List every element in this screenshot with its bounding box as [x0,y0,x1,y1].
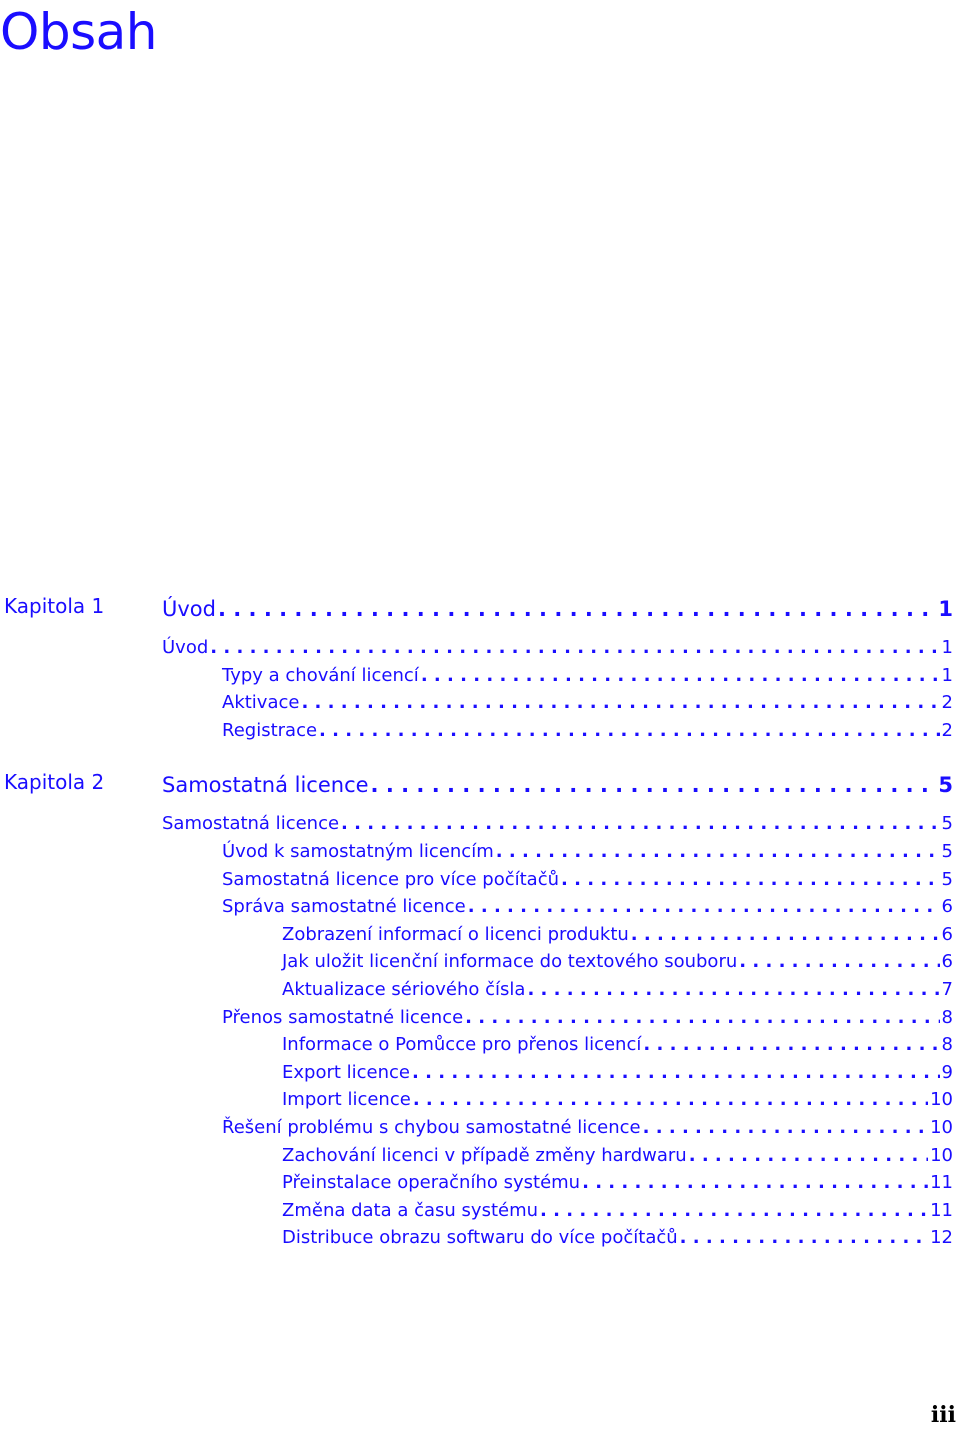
dot-leader [412,1059,940,1087]
toc-page-number: 10 [930,1089,953,1111]
toc-entry-title: Aktualizace sériového čísla [282,978,526,1000]
toc-page-number: 5 [941,868,953,890]
toc-page-number: 10 [930,1144,953,1166]
toc-entry[interactable] [222,689,953,717]
toc-page-number: 11 [930,1172,953,1194]
toc-page-number: 12 [930,1227,953,1249]
toc-entry-title: Řešení problému s chybou samostatné licence [222,1116,641,1138]
toc-entry[interactable] [162,810,953,838]
dot-leader [527,976,939,1004]
toc-page-number: 5 [941,813,953,835]
toc-entry-title: Zobrazení informací o licenci produktu [282,923,629,945]
toc-entry[interactable] [222,1004,953,1032]
chapter-label: Kapitola 2 [4,770,105,795]
toc-entry-title: Informace o Pomůcce pro přenos licencí [282,1034,642,1056]
toc-entry-title: Zachování licenci v případě změny hardwaru [282,1144,687,1166]
toc-entry-title: Aktivace [222,692,300,714]
chapter-label: Kapitola 1 [4,594,105,618]
toc-page-number: 8 [941,1006,953,1028]
toc-entry[interactable] [282,1059,953,1087]
toc-entry[interactable] [282,976,953,1004]
toc-page-number: 11 [930,1199,953,1221]
toc-page-number: 7 [941,978,953,1000]
toc-entry-title: Změna data a času systému [282,1199,539,1221]
dot-leader [421,662,940,690]
dot-leader [540,1197,928,1225]
dot-leader [582,1169,928,1197]
toc-page-number: 9 [941,1061,953,1083]
dot-leader [561,866,940,894]
toc-entry[interactable] [282,1031,953,1059]
toc-entry[interactable] [282,1142,953,1170]
toc-page-number: 10 [930,1116,953,1138]
toc-entry-title: Přenos samostatné licence [222,1006,464,1028]
toc-chapter-link[interactable] [162,770,953,800]
chapter-heading-1 [0,590,960,628]
toc-entry[interactable] [222,717,953,745]
toc-entry[interactable] [222,838,953,866]
toc-entry[interactable] [282,1086,953,1114]
dot-leader [689,1142,928,1170]
toc-entry-title: Export licence [282,1061,410,1083]
dot-leader [680,1224,928,1252]
toc-page-number: 1 [941,637,953,658]
toc-page-number: 1 [938,597,953,621]
toc-entry[interactable] [162,634,953,662]
toc-page-number: 2 [941,692,953,714]
toc-entry-title: Samostatná licence pro více počítačů [222,868,559,890]
toc-page-number: 5 [941,840,953,862]
page-title: Obsah [0,3,157,61]
toc-entry[interactable] [222,662,953,690]
dot-leader [319,717,940,745]
toc-entry[interactable] [282,921,953,949]
toc-entry-title: Přeinstalace operačního systému [282,1172,581,1194]
dot-leader [218,594,936,624]
toc-entry-title: Úvod k samostatným licencím [222,840,494,862]
chapter-heading-2 [0,766,960,804]
toc-entry[interactable] [282,1224,953,1252]
toc-entry[interactable] [222,1114,953,1142]
toc-entry[interactable] [282,1169,953,1197]
chapter-entries-1 [0,634,960,744]
toc-entry-title: Jak uložit licenční informace do textového souboru [282,951,738,973]
table-of-contents [0,590,960,1252]
toc-entry-title: Distribuce obrazu softwaru do více počítačů [282,1227,678,1249]
toc-entry[interactable] [282,948,953,976]
toc-entry-title: Import licence [282,1089,411,1111]
toc-entry-title: Registrace [222,719,318,741]
dot-leader [496,838,940,866]
toc-page-number: 6 [941,951,953,973]
dot-leader [643,1114,928,1142]
toc-entry[interactable] [222,893,953,921]
toc-entry[interactable] [282,1197,953,1225]
toc-entry-title: Správa samostatné licence [222,896,466,918]
toc-entry-title: Typy a chování licencí [222,664,419,686]
toc-page-number: 1 [941,664,953,686]
toc-page-number: 6 [941,896,953,918]
toc-page-number: 2 [941,719,953,741]
dot-leader [301,689,939,717]
toc-page-number: 6 [941,923,953,945]
toc-page-number: 5 [938,773,953,798]
dot-leader [631,921,940,949]
toc-entry[interactable] [222,866,953,894]
page-number: iii [930,1402,956,1428]
chapter-entries-2 [0,810,960,1252]
toc-entry-title: Úvod [162,597,216,621]
toc-chapter-link[interactable] [162,594,953,624]
dot-leader [643,1031,939,1059]
dot-leader [465,1004,939,1032]
toc-entry-title: Samostatná licence [162,813,340,835]
dot-leader [210,634,939,662]
toc-entry-title: Úvod [162,637,209,658]
dot-leader [413,1086,928,1114]
dot-leader [341,810,940,838]
dot-leader [739,948,939,976]
dot-leader [468,893,940,921]
dot-leader [371,770,937,800]
toc-entry-title: Samostatná licence [162,773,369,798]
toc-page-number: 8 [941,1034,953,1056]
